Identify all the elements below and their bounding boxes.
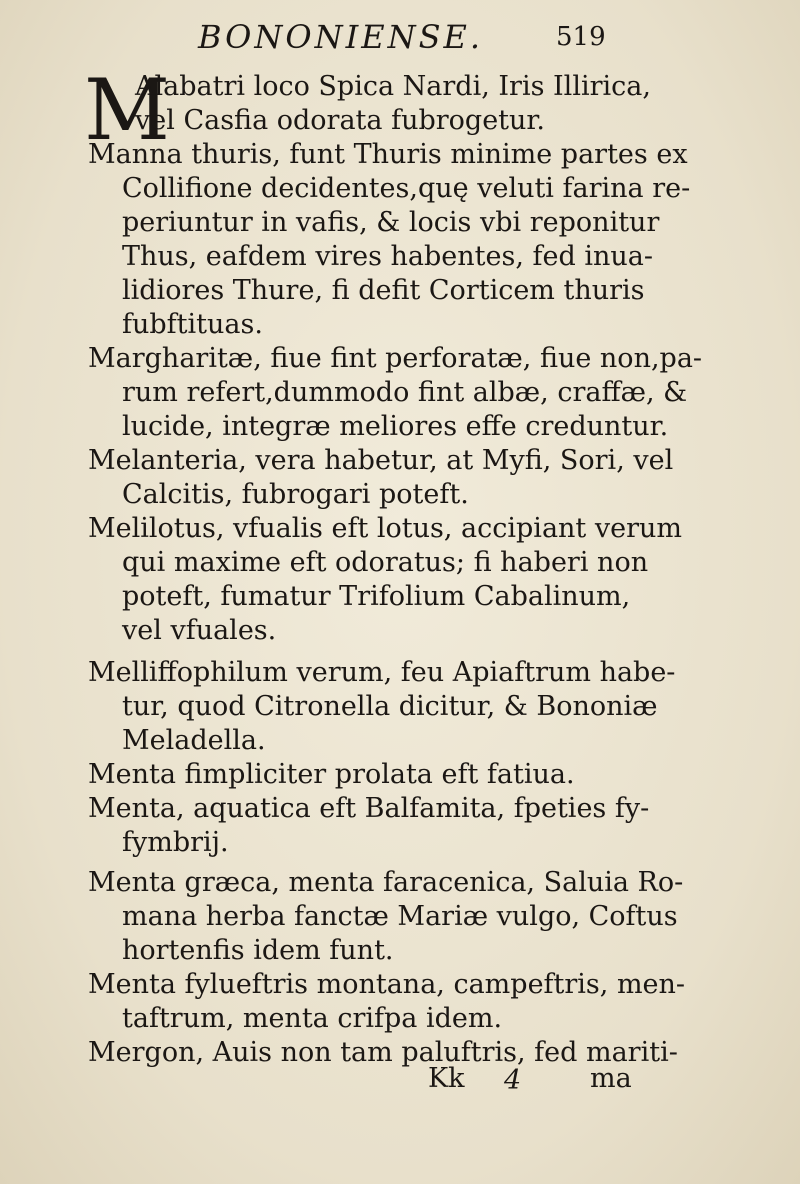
text-line: Manna thuris, funt Thuris minime partes ex <box>88 139 688 170</box>
text-line: Melliffophilum verum, feu Apiaftrum habe- <box>88 657 676 688</box>
text-line: Menta fimpliciter prolata eft fatiua. <box>88 759 575 790</box>
running-head <box>0 18 800 58</box>
text-line: rum refert,dummodo fint albæ, craffæ, & <box>122 377 688 408</box>
text-line: Collifione decidentes,quę veluti farina re- <box>122 173 691 204</box>
text-line: periuntur in vafis, & locis vbi reponitur <box>122 207 660 238</box>
text-line: Melilotus, vfualis eft lotus, accipiant verum <box>88 513 682 544</box>
drop-cap: M <box>84 61 171 159</box>
text-line: lidiores Thure, fi defit Corticem thuris <box>122 275 645 306</box>
text-line: mana herba fanctæ Mariæ vulgo, Coftus <box>122 901 678 932</box>
text-line: Thus, eafdem vires habentes, fed inua- <box>122 241 653 272</box>
text-line: qui maxime eft odoratus; fi haberi non <box>122 547 649 578</box>
text-line: poteft, fumatur Trifolium Cabalinum, <box>122 581 631 612</box>
text-line: taftrum, menta crifpa idem. <box>122 1003 503 1034</box>
text-line: Mergon, Auis non tam paluftris, fed mariti- <box>88 1037 678 1068</box>
text-line: vel vfuales. <box>122 615 277 646</box>
text-line: Menta fylueftris montana, campeftris, men- <box>88 969 686 1000</box>
text-line: fubftituas. <box>122 309 263 340</box>
text-line: tur, quod Citronella dicitur, & Bononiæ <box>122 691 658 722</box>
signature-number: 4 <box>504 1065 522 1096</box>
catchword: ma <box>590 1063 632 1094</box>
text-line: vel Casfia odorata fubrogetur. <box>135 105 545 136</box>
page-number: 519 <box>556 22 606 52</box>
text-line: lucide, integræ meliores effe creduntur. <box>122 411 669 442</box>
text-line: Alabatri loco Spica Nardi, Iris Illirica, <box>135 71 651 102</box>
text-line: Menta, aquatica eft Balfamita, fpeties fy- <box>88 793 650 824</box>
running-title: BONONIENSE. <box>198 18 484 56</box>
text-line: fymbrij. <box>122 827 229 858</box>
text-line: Melanteria, vera habetur, at Myfi, Sori, vel <box>88 445 674 476</box>
text-line: hortenfis idem funt. <box>122 935 394 966</box>
text-line: Margharitæ, fiue fint perforatæ, fiue non,pa- <box>88 343 703 374</box>
text-line: Calcitis, fubrogari poteft. <box>122 479 469 510</box>
text-line: Meladella. <box>122 725 266 756</box>
text-line: Menta græca, menta faracenica, Saluia Ro- <box>88 867 684 898</box>
signature-mark: Kk <box>428 1063 465 1094</box>
